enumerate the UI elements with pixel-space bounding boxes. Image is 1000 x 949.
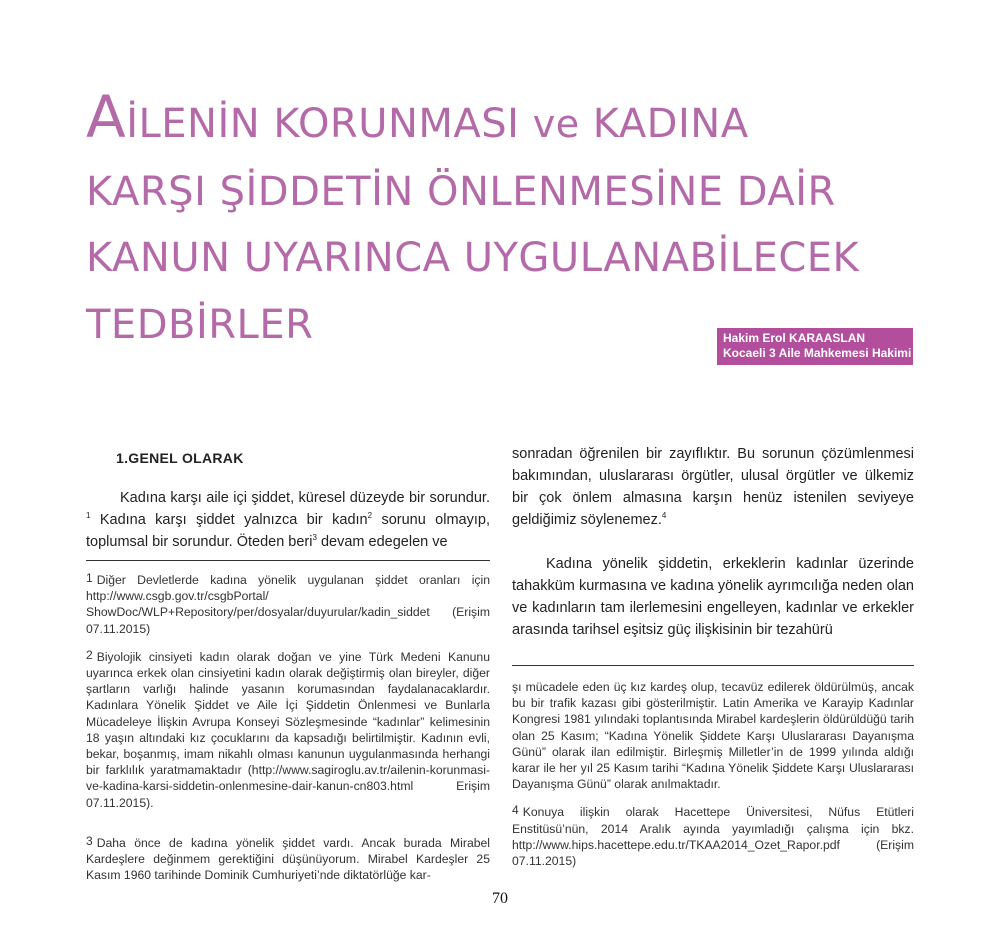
right-paragraph-2: Kadına yönelik şiddetin, erkeklerin kadınlar üzerinde tahakküm kurmasına ve kadına yönelik ayrımcılığa neden olan ve kadınların tam ilerlemesini engelleyen, kadınlar ve erkekler arasında tarihsel eşitsiz güç ilişkisinin bir tezahürü bbox=[512, 556, 914, 638]
footnote-2: 2 Biyolojik cinsiyeti kadın olarak doğan ve yine Türk Medeni Kanunu uyarınca erkek olan cinsiyetini kadın olarak değiştirmiş olan bireyler, diğer şartların varlığı halinde yasanın korumasından faydalanacaklardır. Kadınlara Yönelik Şiddet ve Aile İçi Şiddetin Önlenmesi ve Bunlarla Mücadeleye İlişkin Avrupa Konseyi Sözleşmesinde “kadınlar” kelimesinin 18 yaşın altındaki kız çocuklarını da kapsadığı belirtilmiştir. Kadının evli, bekar, boşanmış, imam nikahlı olması kanunun uygulanmasında herhangi bir farklılık yaratmamaktadır (http://www.sagiroglu.av.tr/ailenin-korunmasi-ve-kadina-karsi-siddetin-onlenmesine-dair-kanun-cn803.html Erişim 07.11.2015). bbox=[86, 647, 490, 810]
footnote-3-continued: şı mücadele eden üç kız kardeş olup, tecavüz edilerek öldürülmüş, ancak bu bir trafik kazası gibi gösterilmiştir. Latin Amerika ve Karayip Kadınlar Kongresi 1981 yılındaki toplantısında Mirabel kardeşlerin öldürüldüğü tarih olan 25 Kasım; “Kadına Yönelik Şiddete Karşı Uluslararası Dayanışma Günü” olarak ilan edilmiştir. Birleşmiş Milletler’in de 1999 yılında aldığı karar ile her yıl 25 Kasım tarihi “Kadına Yönelik Şiddete Karşı Uluslararası Dayanışma Günü” olarak anılmaktadır. bbox=[512, 680, 914, 792]
author-position: Kocaeli 3 Aile Mahkemesi Hakimi bbox=[723, 346, 912, 360]
left-footnotes bbox=[86, 570, 490, 883]
right-footnotes bbox=[512, 679, 914, 869]
title-line-2: KARŞI ŞİDDETİN ÖNLENMESİNE DAİR bbox=[86, 169, 836, 215]
title-line-4: TEDBİRLER bbox=[86, 302, 314, 348]
right-paragraph-1: sonradan öğrenilen bir zayıflıktır. Bu sorunun çözümlenmesi bakımından, uluslararası örgütler, ulusal örgütler ve ülkemiz bir çok önlem almasına karşın henüz istenilen seviyeye geldiğimiz söylenemez.$^4$ bbox=[512, 446, 914, 528]
footnote-3: 3 Daha önce de kadına yönelik şiddet vardı. Ancak burada Mirabel Kardeşlere değinmem gerektiğini düşünüyorum. Mirabel Kardeşler 25 Kasım 1960 tarihinde Dominik Cumhuriyeti’nde diktatörlüğe kar- bbox=[86, 833, 490, 883]
footnote-4: 4 Konuya ilişkin olarak Hacettepe Üniversitesi, Nüfus Etütleri Enstitüsü’nün, 2014 Aralık ayında yayımladığı çalışma için bkz. http://www.hips.hacettepe.edu.tr/TKAA2014_Ozet_Rapor.pdf (Erişim 07.11.2015) bbox=[512, 803, 914, 869]
title-line-3: KANUN UYARINCA UYGULANABİLECEK bbox=[86, 235, 860, 281]
right-column-body bbox=[512, 443, 914, 641]
page-number: 70 bbox=[492, 890, 508, 907]
author-name: Hakim Erol KARAASLAN bbox=[723, 331, 866, 345]
left-column-body bbox=[86, 487, 490, 553]
section-heading: 1.GENEL OLARAK bbox=[116, 450, 244, 466]
footnote-1: 1 Diğer Devletlerde kadına yönelik uygulanan şiddet oranları için http://www.csgb.gov.tr/csgbPortal/ ShowDoc/WLP+Repository/per/dosyalar/duyurular/kadin_siddet (Erişim 07.11.2015) bbox=[86, 571, 490, 636]
left-paragraph-1: Kadına karşı aile içi şiddet, küresel düzeyde bir sorundur. $^1$ Kadına karşı şiddet yalnızca bir kadın$^2$ sorunu olmayıp, toplumsal bir sorundur. Öteden beri$^3$ devam edegelen ve bbox=[86, 490, 490, 550]
footnote-rule-left bbox=[86, 560, 490, 561]
title-drop-cap: A bbox=[86, 83, 127, 151]
title-line-1: AİLENİN KORUNMASI ve KADINA bbox=[86, 83, 749, 151]
author-box bbox=[717, 328, 913, 365]
footnote-rule-right bbox=[512, 665, 914, 666]
